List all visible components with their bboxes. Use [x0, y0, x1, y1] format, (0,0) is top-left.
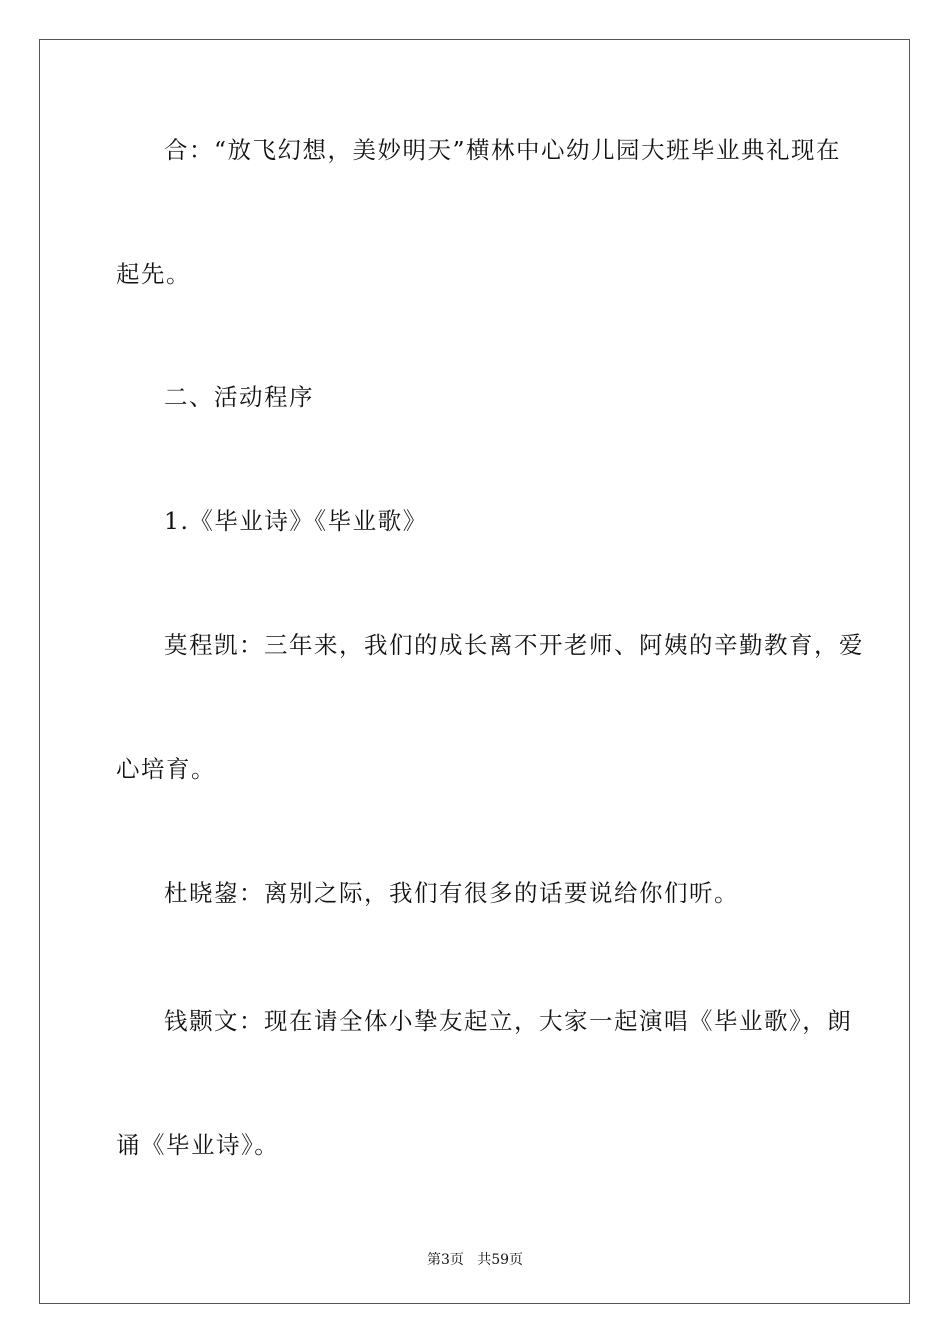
- paragraph-line: 起先。: [116, 260, 191, 288]
- page-footer: 第3页 共59页: [426, 1252, 524, 1268]
- paragraph-line: 心培育。: [116, 755, 216, 783]
- paragraph-line: 诵《毕业诗》。: [116, 1131, 280, 1159]
- paragraph-line: 莫程凯：三年来，我们的成长离不开老师、阿姨的辛勤教育，爱: [164, 631, 864, 659]
- section-heading: 二、活动程序: [164, 383, 314, 411]
- program-item: 1.《毕业诗》《毕业歌》: [164, 507, 428, 535]
- paragraph-line: 钱颢文：现在请全体小挚友起立，大家一起演唱《毕业歌》，朗: [164, 1007, 853, 1035]
- page-border: [39, 39, 910, 1304]
- paragraph-line: 杜晓鋆：离别之际，我们有很多的话要说给你们听。: [164, 879, 739, 907]
- paragraph-line: 合：“放飞幻想，美妙明天”横林中心幼儿园大班毕业典礼现在: [164, 136, 842, 164]
